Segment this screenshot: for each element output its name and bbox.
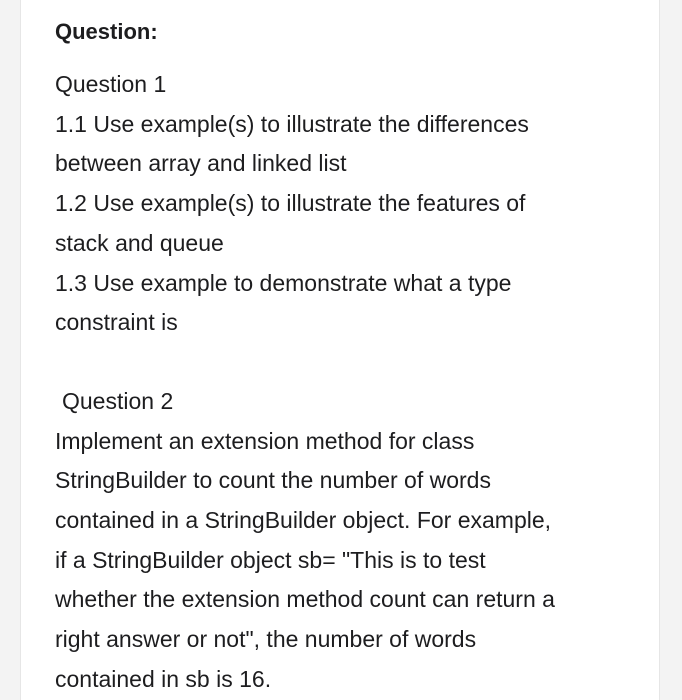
question-1-title: Question 1 bbox=[55, 71, 167, 97]
question-card bbox=[20, 0, 660, 700]
question-1-line: between array and linked list bbox=[55, 150, 347, 177]
question-1-block bbox=[55, 65, 655, 343]
question-2-line: if a StringBuilder object sb= "This is to test bbox=[55, 546, 486, 573]
question-content bbox=[55, 12, 655, 700]
question-2-title: Question 2 bbox=[62, 387, 174, 414]
question-1-line: 1.3 Use example to demonstrate what a type bbox=[55, 269, 512, 296]
question-2-line: Implement an extension method for class bbox=[55, 427, 475, 454]
question-heading: Question: bbox=[55, 19, 158, 44]
question-1-line: 1.1 Use example(s) to illustrate the differences bbox=[55, 110, 529, 137]
question-2-line: contained in sb is 16. bbox=[55, 665, 272, 692]
question-2-line: whether the extension method count can return a bbox=[55, 586, 555, 613]
question-2-line: right answer or not", the number of words bbox=[55, 626, 477, 653]
question-2-block bbox=[55, 382, 655, 700]
question-1-line: 1.2 Use example(s) to illustrate the features of bbox=[55, 190, 526, 217]
question-2-line: StringBuilder to count the number of words bbox=[55, 467, 491, 494]
question-1-line: constraint is bbox=[55, 309, 178, 336]
paragraph-spacer bbox=[55, 343, 655, 382]
question-2-line: contained in a StringBuilder object. For example, bbox=[55, 507, 552, 534]
question-1-line: stack and queue bbox=[55, 229, 224, 256]
